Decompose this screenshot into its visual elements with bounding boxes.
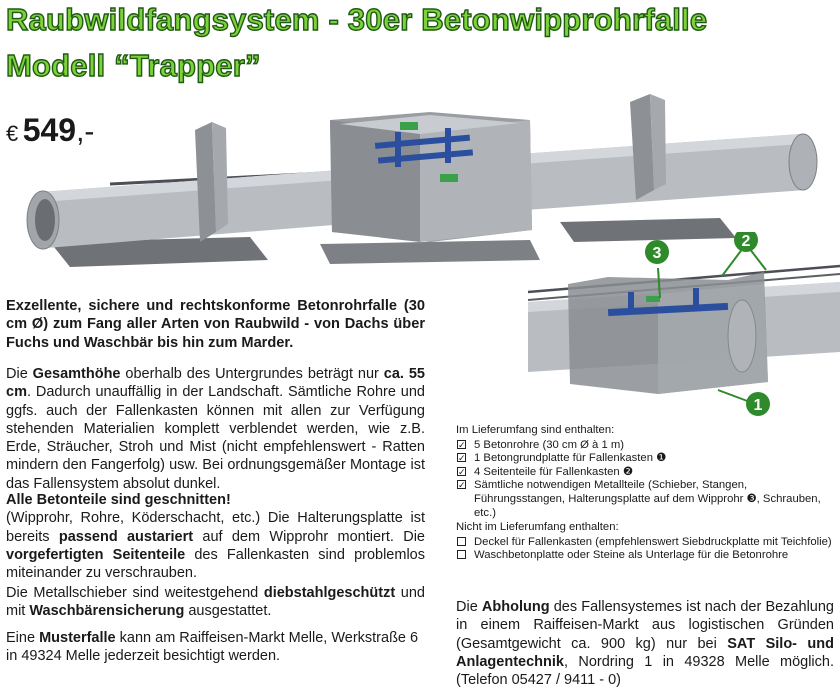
title-line-1: Raubwildfangsystem - 30er Betonwipprohrfalle xyxy=(6,2,708,37)
list-item: Deckel für Fallenkasten (empfehlenswert Siebdruckplatte mit Teichfolie) xyxy=(456,536,836,550)
list-item: ✓ 1 Betongrundplatte für Fallenkasten ❶ xyxy=(458,452,667,465)
empty-checkbox-icon xyxy=(457,550,466,559)
list-item: ✓ Sämtliche notwendigen Metallteile (Schieber, Stangen, Führungsstangen, Halterungsplatte auf dem Wipprohr ❸, Schrauben, etc.) xyxy=(458,479,821,519)
callout-1 xyxy=(746,392,770,416)
svg-text:1: 1 xyxy=(753,397,763,414)
trap-detail-illustration xyxy=(528,232,840,422)
paragraph-pickup: Die Abholung des Fallensystemes ist nach der Bezahlung in einem Raiffeisen-Markt aus logistischen Gründen (Gesamtgewicht ca. 900 kg) nur bei SAT Silo- und Anlagentechnik, Nordring 1 in 49328 Melle möglich. (Telefon 05427 / 9411 - 0) xyxy=(456,599,834,689)
checkbox-icon: ✓ xyxy=(458,439,466,450)
paragraph-concrete: Alle Betonteile sind geschnitten! (Wipprohr, Rohre, Köderschacht, etc.) Die Halterungsplatte ist bereits passend austariert auf dem Wipprohr montiert. Die vorgefertigten Seitenteile des Fallenkasten sind problemlos miteinander zu verschrauben. xyxy=(6,492,425,582)
list-item: ✓ 5 Betonrohre (30 cm Ø à 1 m) xyxy=(458,438,625,451)
paragraph-sample: Eine Musterfalle kann am Raiffeisen-Markt Melle, Werkstraße 6 in 49324 Melle jederzeit besichtigt werden. xyxy=(6,630,419,665)
price-amount: 549 xyxy=(22,112,77,148)
excluded-heading: Nicht im Lieferumfang enthalten: xyxy=(456,521,619,533)
price-suffix: ,- xyxy=(76,115,95,148)
callout-2 xyxy=(734,232,758,252)
svg-text:2: 2 xyxy=(741,233,751,250)
checkbox-icon: ✓ xyxy=(458,466,466,477)
svg-text:3: 3 xyxy=(652,245,662,262)
included-list xyxy=(456,424,836,520)
price-currency: € xyxy=(6,121,19,146)
excluded-list xyxy=(456,521,836,563)
intro-text: Exzellente, sichere und rechtskonforme Betonrohrfalle (30 cm Ø) zum Fang aller Arten von Raubwild - von Dachs über Fuchs und Waschbär bis hin zum Marder. xyxy=(6,298,425,351)
checkbox-icon: ✓ xyxy=(458,453,466,464)
list-item: ✓ 4 Seitenteile für Fallenkasten ❷ xyxy=(458,465,633,478)
concrete-heading: Alle Betonteile sind geschnitten! xyxy=(6,492,231,508)
checkbox-icon: ✓ xyxy=(458,480,466,491)
list-item: Waschbetonplatte oder Steine als Unterlage für die Betonrohre xyxy=(456,549,836,563)
title-line-2: Modell “Trapper” xyxy=(6,48,261,83)
paragraph-metal: Die Metallschieber sind weitestgehend diebstahlgeschützt und mit Waschbärensicherung ausgestattet. xyxy=(6,585,425,620)
empty-checkbox-icon xyxy=(457,537,466,546)
callout-3 xyxy=(645,240,669,264)
paragraph-height: Die Gesamthöhe oberhalb des Untergrundes beträgt nur ca. 55 cm. Dadurch unauffällig in der Landschaft. Sämtliche Rohre und ggfs. auch der Fallenkasten können mit allen zur Verfügung stehenden Materialien komplett verblendet werden, wie z.B. Erde, Sträucher, Stroh und Mist (nicht empfehlenswert - Ratten mindern den Fangerfolg) usw. Bei ordnungsgemäßer Montage ist das Fallensystem absolut dunkel. xyxy=(6,366,425,492)
included-heading: Im Lieferumfang sind enthalten: xyxy=(456,424,615,436)
